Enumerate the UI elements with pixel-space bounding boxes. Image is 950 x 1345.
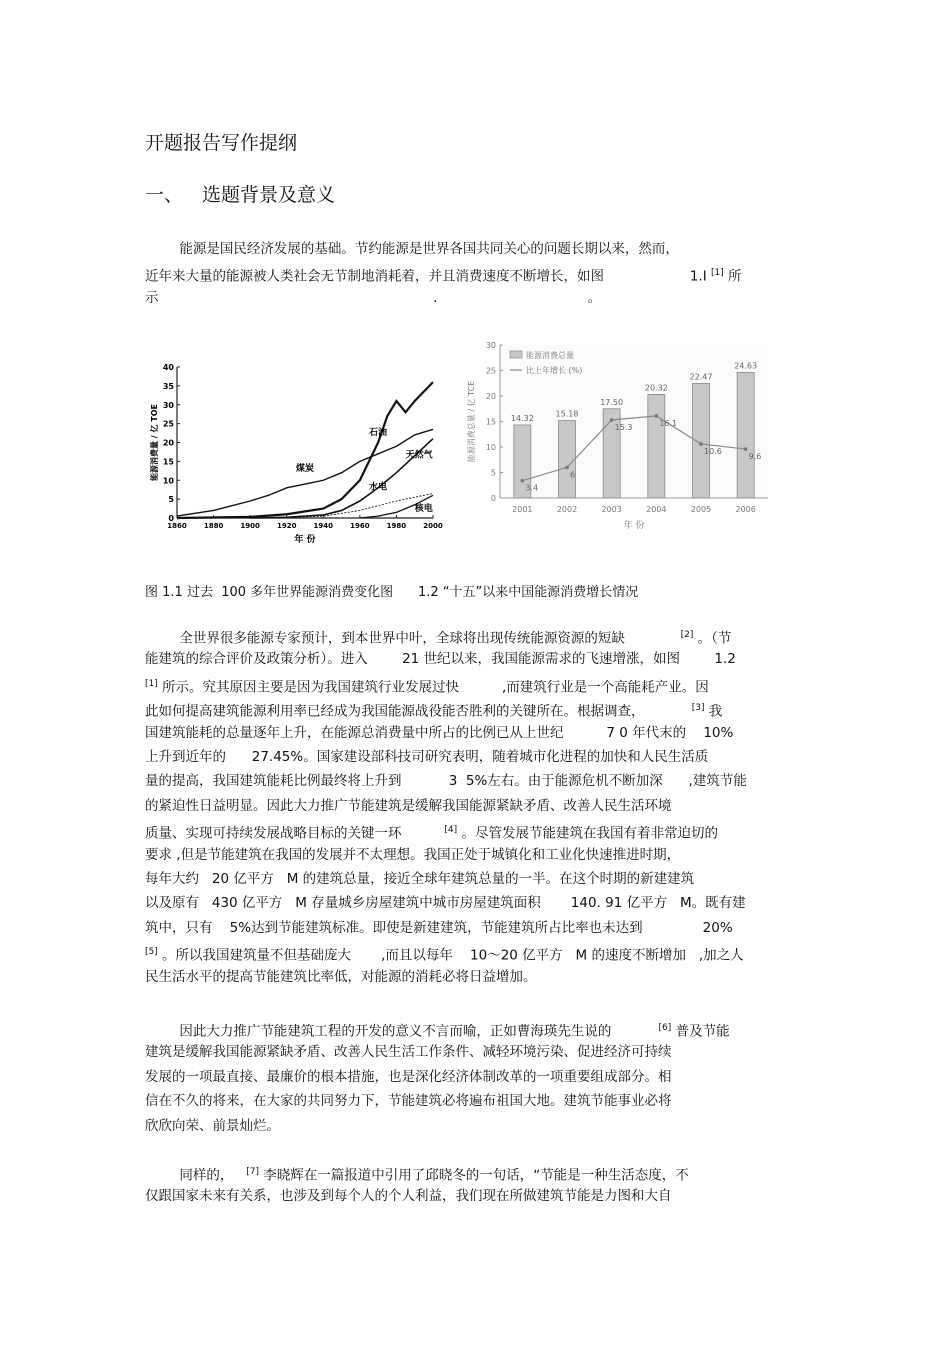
text-line: 国建筑能耗的总量逐年上升，在能源总消费量中所占的比例已从上世纪 7 0 年代末的 10% bbox=[145, 724, 734, 741]
legend-label: 能源消费总量 bbox=[526, 351, 574, 360]
text-line: 量的提高，我国建筑能耗比例最终将上升到 3 5%左右。由于能源危机不断加深 ,建筑节能 bbox=[145, 773, 747, 790]
citation-marker: [4] bbox=[444, 825, 458, 836]
growth-value-label: 3.4 bbox=[525, 483, 539, 493]
text-line: 全世界很多能源专家预计，到本世界中叶，全球将出现传统能源资源的短缺 [2] 。（节 bbox=[145, 630, 732, 647]
y-tick-label: 0 bbox=[168, 514, 174, 523]
growth-point bbox=[744, 447, 748, 451]
text-line: 能源是国民经济发展的基础。节约能源是世界各国共同关心的问题长期以来，然而， bbox=[145, 241, 679, 257]
text-line: 因此大力推广节能建筑工程的开发的意义不言而喻，正如曹海瑛先生说的 [6] 普及节能 bbox=[145, 1023, 730, 1040]
bar-value-label: 22.47 bbox=[689, 372, 713, 382]
text-line: [1] 所示。究其原因主要是因为我国建筑行业发展过快 ,而建筑行业是一个高能耗产业。因 bbox=[145, 678, 709, 696]
text-line: 同样的， [7] 李晓辉在一篇报道中引用了邱晓冬的一句话，“节能是一种生活态度，不 bbox=[145, 1167, 689, 1184]
section-heading: 选题背景及意义 bbox=[202, 184, 336, 206]
x-axis-label: 年 份 bbox=[294, 535, 316, 545]
series-label: 天然气 bbox=[405, 450, 433, 461]
growth-value-label: 10.6 bbox=[704, 446, 722, 456]
y-tick-label: 30 bbox=[162, 400, 174, 410]
x-tick-label: 1980 bbox=[386, 522, 407, 530]
x-tick-label: 2003 bbox=[601, 505, 622, 514]
y-axis-label: 能源消费量 / 亿 TOE bbox=[150, 404, 159, 481]
y-tick-label: 15 bbox=[485, 417, 496, 427]
x-tick-label: 1920 bbox=[276, 522, 297, 530]
series-label: 核电 bbox=[414, 504, 433, 515]
text-line: 能建筑的综合评价及政策分析）。进入 21 世纪以来，我国能源需求的飞速增涨，如图 1.2 bbox=[145, 651, 736, 668]
document-title: 开题报告写作提纲 bbox=[145, 132, 298, 154]
section-number: 一、 bbox=[145, 184, 184, 206]
citation-marker: [2] bbox=[680, 630, 694, 640]
text-line: 欣欣向荣、前景灿烂。 bbox=[145, 1117, 280, 1134]
figure-caption: 图 1.1 过去 100 多年世界能源消费变化图 1.2 “十五”以来中国能源消费增长情况 bbox=[145, 585, 639, 600]
citation-marker: [1] bbox=[710, 268, 724, 279]
y-tick-label: 25 bbox=[162, 419, 174, 429]
series-label: 石油 bbox=[369, 427, 388, 438]
y-tick-label: 15 bbox=[162, 457, 174, 467]
citation-marker: [7] bbox=[246, 1167, 259, 1177]
x-axis-label: 年 份 bbox=[623, 521, 645, 531]
series-line bbox=[177, 382, 433, 518]
bar-value-label: 17.50 bbox=[600, 397, 624, 407]
bar-value-label: 14.32 bbox=[510, 413, 534, 423]
y-tick-label: 20 bbox=[162, 438, 174, 448]
text-line: 以及原有 430 亿平方 M 存量城乡房屋建筑中城市房屋建筑面积 140. 91 亿平方 M。既有建 bbox=[145, 895, 746, 912]
bar-value-label: 24.63 bbox=[734, 361, 758, 371]
x-tick-label: 2005 bbox=[690, 505, 712, 514]
series-label: 水电 bbox=[369, 482, 388, 493]
text-line: 要求 ,但是节能建筑在我国的发展并不太理想。我国正处于城镇化和工业化快速推进时期， bbox=[145, 846, 681, 863]
bar bbox=[648, 394, 665, 498]
x-tick-label: 2004 bbox=[646, 505, 667, 514]
x-tick-label: 2001 bbox=[512, 505, 533, 514]
text-line: 建筑是缓解我国能源紧缺矛盾、改善人民生活工作条件、减轻环境污染、促进经济可持续 bbox=[145, 1044, 672, 1061]
x-tick-label: 1940 bbox=[313, 522, 334, 530]
growth-value-label: 15.3 bbox=[614, 422, 633, 432]
x-tick-label: 1900 bbox=[240, 522, 260, 530]
legend-label: 比上年增长 (%) bbox=[526, 366, 583, 375]
text-line: 近年来大量的能源被人类社会无节制地消耗着，并且消费速度不断增长，如图 1.I [1] 所 bbox=[145, 268, 742, 285]
y-tick-label: 5 bbox=[168, 495, 174, 505]
citation-marker: [1] bbox=[145, 678, 158, 689]
growth-value-label: 6 bbox=[570, 470, 576, 480]
text-line: 信在不久的将来，在大家的共同努力下，节能建筑必将遍布祖国大地。建筑节能事业必将 bbox=[145, 1093, 672, 1110]
series-label: 煤炭 bbox=[295, 463, 314, 474]
growth-point bbox=[565, 466, 569, 470]
x-tick-label: 2002 bbox=[556, 505, 578, 514]
text-line: 示 . 。 bbox=[145, 289, 602, 306]
growth-point bbox=[521, 479, 525, 483]
y-tick-label: 5 bbox=[490, 468, 496, 478]
legend-swatch-bar bbox=[510, 351, 522, 358]
citation-marker: [6] bbox=[658, 1023, 672, 1033]
growth-point bbox=[610, 418, 614, 422]
growth-point bbox=[655, 414, 659, 418]
bar bbox=[737, 372, 754, 498]
citation-marker: [5] bbox=[145, 947, 158, 958]
text-line: 发展的一项最直接、最廉价的根本措施，也是深化经济体制改革的一项重要组成部分。相 bbox=[145, 1068, 672, 1085]
text-line: 质量、实现可持续发展战略目标的关键一环 [4] 。尽管发展节能建筑在我国有着非常迫切的 bbox=[145, 825, 718, 842]
text-line: 上升到近年的 27.45%。国家建设部科技司研究表明，随着城市化进程的加快和人民生活质 bbox=[145, 749, 709, 765]
bar bbox=[559, 421, 576, 498]
y-tick-label: 10 bbox=[162, 476, 174, 486]
y-tick-label: 35 bbox=[162, 381, 174, 391]
y-tick-label: 25 bbox=[485, 366, 496, 376]
text-line: 仅跟国家未来有关系，也涉及到每个人的个人利益，我们现在所做建筑节能是力图和大自 bbox=[145, 1188, 672, 1205]
bar-value-label: 20.32 bbox=[644, 383, 668, 393]
text-line: 每年大约 20 亿平方 M 的建筑总量，接近全球年建筑总量的一半。在这个时期的新建建筑 bbox=[145, 871, 695, 887]
x-tick-label: 1880 bbox=[203, 522, 224, 530]
bar-value-label: 15.18 bbox=[555, 409, 579, 419]
growth-value-label: 16.1 bbox=[659, 418, 678, 428]
text-line: 民生活水平的提高节能建筑比率低，对能源的消耗必将日益增加。 bbox=[145, 968, 537, 985]
x-tick-label: 2000 bbox=[423, 522, 443, 530]
text-line: 筑中，只有 5%达到节能建筑标准。即使是新建建筑，节能建筑所占比率也未达到 20% bbox=[145, 919, 733, 936]
text-line: [5] 。所以我国建筑量不但基础庞大 ,而且以每年 10～20 亿平方 M 的速度不断增加 ,加之人 bbox=[145, 947, 744, 964]
y-tick-label: 10 bbox=[485, 443, 496, 452]
y-tick-label: 40 bbox=[162, 363, 174, 372]
text-line: 此如何提高建筑能源利用率已经成为我国能源战役能否胜利的关键所在。根据调查， [3] 我 bbox=[145, 703, 723, 720]
text-line: 的紧迫性日益明显。因此大力推广节能建筑是缓解我国能源紧缺矛盾、改善人民生活环境 bbox=[145, 797, 672, 814]
growth-point bbox=[699, 442, 703, 446]
y-tick-label: 20 bbox=[485, 392, 496, 401]
x-tick-label: 2006 bbox=[735, 505, 756, 514]
growth-value-label: 9.6 bbox=[748, 452, 762, 462]
x-tick-label: 1860 bbox=[167, 522, 187, 530]
citation-marker: [3] bbox=[691, 703, 705, 714]
y-tick-label: 0 bbox=[490, 494, 496, 503]
world-energy-chart bbox=[145, 355, 450, 555]
y-tick-label: 30 bbox=[485, 341, 496, 350]
china-energy-chart bbox=[458, 330, 778, 555]
x-tick-label: 1960 bbox=[350, 522, 370, 530]
y-axis-label: 能源消费总量 / 亿 TCE bbox=[467, 380, 476, 463]
